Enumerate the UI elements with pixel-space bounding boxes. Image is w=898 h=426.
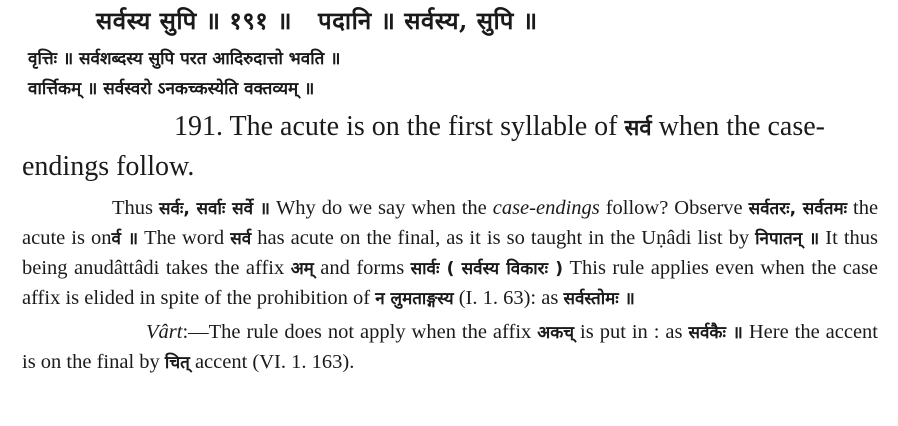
sanskrit-span: सर्वतरः, सर्वतमः xyxy=(748,199,848,219)
sanskrit-span: अम् xyxy=(290,259,314,279)
text-span: Here the accent is on the final by xyxy=(22,321,878,373)
sanskrit-span: सार्वः ( सर्वस्य विकारः ) xyxy=(410,259,564,279)
text-span: Why do we say when the xyxy=(275,197,487,219)
text-span: the acute is on xyxy=(22,197,879,249)
rule-text-before: The acute is on the first syllable of xyxy=(229,111,618,142)
rule-sanskrit-term: सर्व xyxy=(624,116,652,141)
sutra-heading xyxy=(96,4,538,37)
text-span: It thus being anudâttâdi takes the affix xyxy=(22,227,879,279)
vritti-line: वृत्तिः ॥ सर्वशब्दस्य सुपि परत आदिरुदात्तो भवति ॥ xyxy=(28,49,341,69)
sanskrit-span: र्व ॥ xyxy=(111,229,139,249)
text-span: :—The rule does not apply when the affix xyxy=(182,321,532,343)
text-span: accent (VI. 1. 163). xyxy=(194,351,355,373)
text-span: is put in : as xyxy=(580,321,683,343)
commentary xyxy=(22,194,878,378)
varttika-line: वार्त्तिकम् ॥ सर्वस्वरो ऽनकच्कस्येति वक्तव्यम् ॥ xyxy=(28,79,315,99)
commentary-paragraph-2 xyxy=(22,318,878,378)
sanskrit-span: सर्व xyxy=(230,229,252,249)
text-span: (I. 1. 63): as xyxy=(458,287,559,309)
rule-text-after: when the case-endings follow. xyxy=(22,111,825,182)
sanskrit-span: सर्वः, सर्वाः सर्वे ॥ xyxy=(158,199,270,219)
rule-number: 191. xyxy=(174,111,223,142)
text-span: follow? Observe xyxy=(605,197,743,219)
sanskrit-span: न लुमताङ्गस्य xyxy=(375,289,454,309)
italic-span: case-endings xyxy=(492,197,600,219)
text-span: has acute on the final, as it is so taught in the Uṇâdi list by xyxy=(257,227,750,249)
sanskrit-span: सर्वस्तोमः ॥ xyxy=(563,289,635,309)
sanskrit-span: चित् xyxy=(164,353,190,373)
text-span: and forms xyxy=(320,257,405,279)
sutra-padani: पदानि ॥ सर्वस्य, सुपि ॥ xyxy=(318,6,538,35)
text-span: This rule applies even when the case affix is elided in spite of the prohibition of xyxy=(22,257,879,309)
text-span: The word xyxy=(144,227,225,249)
sanskrit-span: सर्वकैः ॥ xyxy=(688,323,743,343)
rule-statement xyxy=(22,108,878,186)
text-span: Thus xyxy=(112,197,153,219)
sanskrit-span: निपातन् ॥ xyxy=(755,229,820,249)
sanskrit-span: अकच् xyxy=(537,323,575,343)
sutra-text: सर्वस्य सुपि ॥ १९१ ॥ xyxy=(96,6,293,35)
vartika-label: Vârt xyxy=(146,321,183,343)
commentary-paragraph-1 xyxy=(22,194,878,314)
